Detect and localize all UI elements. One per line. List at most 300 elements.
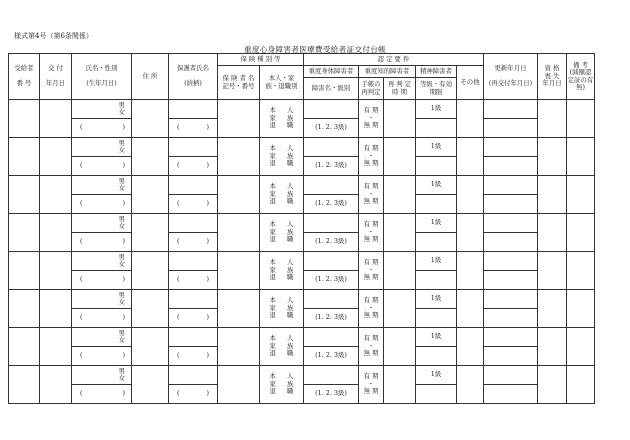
physical-name-cell[interactable]: [304, 252, 359, 271]
birthdate-cell[interactable]: [72, 271, 132, 290]
disqualify-date-cell[interactable]: [538, 366, 567, 404]
guardian-cell[interactable]: [169, 138, 218, 157]
address-cell[interactable]: [132, 138, 169, 176]
relation-char: 本: [269, 372, 276, 381]
dot-label: ・: [367, 189, 375, 198]
rejudge-time-cell[interactable]: [384, 138, 416, 176]
guardian-relation-cell[interactable]: [169, 385, 218, 404]
relation-char: 人: [287, 296, 294, 305]
no-term-label: 無 期: [363, 387, 379, 396]
female-label: 女: [118, 222, 125, 230]
passbook-term-cell[interactable]: [359, 138, 384, 176]
relation-char: 本: [269, 144, 276, 153]
female-label: 女: [118, 184, 125, 192]
record-row: [9, 366, 620, 385]
form-number: 様式第4号（第6条関係）: [14, 32, 93, 40]
insurer-cell[interactable]: [218, 214, 260, 252]
relation-char: 族: [287, 113, 294, 122]
birthdate-cell[interactable]: [72, 157, 132, 176]
no-term-label: 無 期: [363, 197, 379, 206]
relation-cell[interactable]: [260, 290, 304, 328]
insurer-cell[interactable]: [218, 138, 260, 176]
remarks-cell[interactable]: [567, 252, 595, 290]
mental-grade-cell[interactable]: 1級: [416, 366, 457, 385]
insurer-cell[interactable]: [218, 328, 260, 366]
relation-char: 人: [287, 220, 294, 229]
relation-char: 族: [287, 341, 294, 350]
relation-char: 家: [269, 265, 276, 274]
guardian-cell[interactable]: [169, 366, 218, 385]
name-cell[interactable]: [72, 176, 132, 195]
guardian-cell[interactable]: [169, 290, 218, 309]
passbook-term-cell[interactable]: [359, 100, 384, 138]
relation-char: 職: [287, 349, 294, 358]
relation-char: 族: [287, 151, 294, 160]
header-grade-validity: 等級・有効 期限: [416, 78, 457, 100]
renewal-cell[interactable]: [484, 176, 538, 195]
yes-term-label: 有 期: [363, 220, 379, 229]
yes-term-label: 有 期: [363, 334, 379, 343]
remarks-cell[interactable]: [567, 176, 595, 214]
paren-open: (: [177, 275, 180, 284]
paren-close: ): [206, 351, 209, 360]
dot-label: ・: [367, 227, 375, 236]
relation-char: 家: [269, 151, 276, 160]
female-label: 女: [118, 374, 125, 382]
physical-name-cell[interactable]: [304, 328, 359, 347]
mental-validity-cell[interactable]: [416, 271, 457, 290]
reissue-cell[interactable]: [484, 347, 538, 366]
relation-char: 職: [287, 197, 294, 206]
paren-open: (: [80, 199, 83, 208]
relation-char: 本: [269, 182, 276, 191]
no-term-label: 無 期: [363, 235, 379, 244]
relation-cell[interactable]: [260, 328, 304, 366]
dot-label: ・: [367, 303, 375, 312]
guardian-cell[interactable]: [169, 252, 218, 271]
remarks-cell[interactable]: [567, 366, 595, 404]
name-cell[interactable]: [72, 138, 132, 157]
guardian-cell[interactable]: [169, 176, 218, 195]
paren-close: ): [122, 237, 125, 246]
passbook-term-cell[interactable]: [359, 214, 384, 252]
relation-char: 家: [269, 379, 276, 388]
relation-cell[interactable]: [260, 366, 304, 404]
male-label: 男: [118, 138, 125, 147]
no-term-label: 無 期: [363, 121, 379, 130]
relation-char: 人: [287, 182, 294, 191]
disability-grade-cell[interactable]: (1. 2. 3級): [304, 233, 359, 252]
relation-char: 本: [269, 106, 276, 115]
disability-grade-cell[interactable]: (1. 2. 3級): [304, 119, 359, 138]
guardian-cell[interactable]: [169, 214, 218, 233]
remarks-cell[interactable]: [567, 328, 595, 366]
header-recipient-number: 受給者 番 号: [9, 54, 40, 100]
other-cell[interactable]: [457, 290, 484, 328]
dot-label: ・: [367, 151, 375, 160]
issue-date-cell[interactable]: [40, 290, 72, 328]
relation-char: 職: [287, 387, 294, 396]
guardian-relation-cell[interactable]: [169, 195, 218, 214]
physical-name-cell[interactable]: [304, 138, 359, 157]
address-cell[interactable]: [132, 100, 169, 138]
paren-close: ): [206, 123, 209, 132]
record-row-lower: [9, 385, 620, 404]
address-cell[interactable]: [132, 290, 169, 328]
passbook-term-cell[interactable]: [359, 176, 384, 214]
relation-char: 本: [269, 258, 276, 267]
header-remarks: 備 考 (減額認 定証の有 無): [567, 54, 595, 100]
paren-close: ): [206, 237, 209, 246]
mental-validity-cell[interactable]: [416, 157, 457, 176]
paren-open: (: [80, 161, 83, 170]
issue-date-cell[interactable]: [40, 214, 72, 252]
renewal-cell[interactable]: [484, 100, 538, 119]
birthdate-cell[interactable]: [72, 195, 132, 214]
relation-cell[interactable]: [260, 100, 304, 138]
disqualify-date-cell[interactable]: [538, 290, 567, 328]
paren-close: ): [122, 313, 125, 322]
disability-grade-cell[interactable]: (1. 2. 3級): [304, 195, 359, 214]
paren-close: ): [206, 161, 209, 170]
male-label: 男: [118, 100, 125, 109]
no-term-label: 無 期: [363, 273, 379, 282]
relation-char: 職: [287, 311, 294, 320]
disability-grade-cell[interactable]: (1. 2. 3級): [304, 309, 359, 328]
female-label: 女: [118, 298, 125, 306]
paren-close: ): [206, 313, 209, 322]
relation-char: 家: [269, 303, 276, 312]
recipient-number-cell[interactable]: [9, 366, 40, 404]
rejudge-time-cell[interactable]: [384, 290, 416, 328]
male-label: 男: [118, 290, 125, 299]
disqualify-date-cell[interactable]: [538, 214, 567, 252]
paren-close: ): [122, 351, 125, 360]
name-cell[interactable]: [72, 328, 132, 347]
header-cert-group: 認 定 要 件: [304, 54, 484, 66]
header-insurer: 保 険 者 名 記号・番号: [218, 66, 260, 100]
relation-char: 本: [269, 296, 276, 305]
name-cell[interactable]: [72, 290, 132, 309]
reissue-cell[interactable]: [484, 119, 538, 138]
paren-close: ): [206, 199, 209, 208]
paren-open: (: [177, 389, 180, 398]
remarks-cell[interactable]: [567, 100, 595, 138]
relation-char: 退: [269, 235, 276, 244]
passbook-term-cell[interactable]: [359, 366, 384, 404]
male-label: 男: [118, 366, 125, 375]
insurer-cell[interactable]: [218, 100, 260, 138]
relation-char: 退: [269, 273, 276, 282]
reissue-cell[interactable]: [484, 233, 538, 252]
address-cell[interactable]: [132, 176, 169, 214]
yes-term-label: 有 期: [363, 296, 379, 305]
recipient-number-cell[interactable]: [9, 176, 40, 214]
address-cell[interactable]: [132, 328, 169, 366]
header-insurance-group: 保 険 種 別 等: [218, 54, 304, 66]
disability-grade-cell[interactable]: (1. 2. 3級): [304, 347, 359, 366]
disqualify-date-cell[interactable]: [538, 138, 567, 176]
relation-char: 家: [269, 189, 276, 198]
relation-char: 退: [269, 349, 276, 358]
record-row-lower: [9, 309, 620, 328]
other-cell[interactable]: [457, 214, 484, 252]
mental-grade-cell[interactable]: 1級: [416, 290, 457, 309]
no-term-label: 無 期: [363, 349, 379, 358]
recipient-number-cell[interactable]: [9, 100, 40, 138]
relation-char: 人: [287, 334, 294, 343]
paren-close: ): [206, 275, 209, 284]
yes-term-label: 有 期: [363, 106, 379, 115]
mental-validity-cell[interactable]: [416, 119, 457, 138]
header-name-sex: 氏名・性別 (生年月日): [72, 54, 132, 100]
mental-validity-cell[interactable]: [416, 385, 457, 404]
paren-open: (: [80, 123, 83, 132]
guardian-relation-cell[interactable]: [169, 271, 218, 290]
header-issue-date: 交 付 年月日: [40, 54, 72, 100]
paren-open: (: [177, 161, 180, 170]
ledger-table: [8, 53, 620, 404]
mental-grade-cell[interactable]: 1級: [416, 214, 457, 233]
recipient-number-cell[interactable]: [9, 328, 40, 366]
rejudge-time-cell[interactable]: [384, 176, 416, 214]
disqualify-date-cell[interactable]: [538, 252, 567, 290]
recipient-number-cell[interactable]: [9, 214, 40, 252]
physical-name-cell[interactable]: [304, 100, 359, 119]
record-row-lower: [9, 119, 620, 138]
renewal-cell[interactable]: [484, 328, 538, 347]
mental-grade-cell[interactable]: 1級: [416, 328, 457, 347]
header-mental: 精神障害者: [416, 66, 457, 78]
yes-term-label: 有 期: [363, 144, 379, 153]
mental-validity-cell[interactable]: [416, 347, 457, 366]
relation-cell[interactable]: [260, 214, 304, 252]
relation-char: 職: [287, 273, 294, 282]
guardian-cell[interactable]: [169, 328, 218, 347]
physical-name-cell[interactable]: [304, 290, 359, 309]
mental-grade-cell[interactable]: 1級: [416, 100, 457, 119]
rejudge-time-cell[interactable]: [384, 252, 416, 290]
paren-close: ): [122, 123, 125, 132]
female-label: 女: [118, 336, 125, 344]
address-cell[interactable]: [132, 252, 169, 290]
paren-open: (: [80, 351, 83, 360]
birthdate-cell[interactable]: [72, 309, 132, 328]
disqualify-date-cell[interactable]: [538, 328, 567, 366]
paren-open: (: [80, 237, 83, 246]
paren-open: (: [177, 351, 180, 360]
header-guardian: 保護者氏名 (続柄): [169, 54, 218, 100]
recipient-number-cell[interactable]: [9, 138, 40, 176]
relation-cell[interactable]: [260, 176, 304, 214]
rejudge-time-cell[interactable]: [384, 328, 416, 366]
insurer-cell[interactable]: [218, 252, 260, 290]
relation-char: 族: [287, 379, 294, 388]
passbook-term-cell[interactable]: [359, 252, 384, 290]
issue-date-cell[interactable]: [40, 328, 72, 366]
relation-char: 職: [287, 159, 294, 168]
renewal-cell[interactable]: [484, 290, 538, 309]
relation-cell[interactable]: [260, 252, 304, 290]
male-label: 男: [118, 328, 125, 337]
recipient-number-cell[interactable]: [9, 290, 40, 328]
relation-char: 族: [287, 189, 294, 198]
yes-term-label: 有 期: [363, 182, 379, 191]
relation-char: 族: [287, 265, 294, 274]
disqualify-date-cell[interactable]: [538, 176, 567, 214]
other-cell[interactable]: [457, 176, 484, 214]
disability-grade-cell[interactable]: (1. 2. 3級): [304, 385, 359, 404]
other-cell[interactable]: [457, 328, 484, 366]
mental-grade-cell[interactable]: 1級: [416, 176, 457, 195]
physical-name-cell[interactable]: [304, 176, 359, 195]
no-term-label: 無 期: [363, 311, 379, 320]
name-cell[interactable]: [72, 214, 132, 233]
mental-grade-cell[interactable]: 1級: [416, 138, 457, 157]
disability-grade-cell[interactable]: (1. 2. 3級): [304, 157, 359, 176]
paren-open: (: [80, 275, 83, 284]
header-disqualify-date: 資 格 喪 失 年月日: [538, 54, 567, 100]
birthdate-cell[interactable]: [72, 385, 132, 404]
other-cell[interactable]: [457, 138, 484, 176]
record-row-lower: [9, 233, 620, 252]
reissue-cell[interactable]: [484, 157, 538, 176]
record-row: [9, 290, 620, 309]
recipient-number-cell[interactable]: [9, 252, 40, 290]
dot-label: ・: [367, 379, 375, 388]
name-cell[interactable]: [72, 100, 132, 119]
male-label: 男: [118, 214, 125, 223]
physical-name-cell[interactable]: [304, 214, 359, 233]
renewal-cell[interactable]: [484, 214, 538, 233]
passbook-term-cell[interactable]: [359, 328, 384, 366]
record-row: [9, 138, 620, 157]
name-cell[interactable]: [72, 252, 132, 271]
mental-validity-cell[interactable]: [416, 195, 457, 214]
yes-term-label: 有 期: [363, 258, 379, 267]
relation-char: 退: [269, 121, 276, 130]
yes-term-label: 有 期: [363, 372, 379, 381]
issue-date-cell[interactable]: [40, 366, 72, 404]
header-passbook-rejudge: 手帳の 再判定: [359, 78, 384, 100]
mental-validity-cell[interactable]: [416, 233, 457, 252]
birthdate-cell[interactable]: [72, 347, 132, 366]
issue-date-cell[interactable]: [40, 176, 72, 214]
relation-char: 人: [287, 258, 294, 267]
issue-date-cell[interactable]: [40, 138, 72, 176]
paren-open: (: [80, 389, 83, 398]
mental-grade-cell[interactable]: 1級: [416, 252, 457, 271]
other-cell[interactable]: [457, 252, 484, 290]
rejudge-time-cell[interactable]: [384, 100, 416, 138]
relation-char: 人: [287, 372, 294, 381]
rejudge-time-cell[interactable]: [384, 214, 416, 252]
other-cell[interactable]: [457, 100, 484, 138]
paren-open: (: [177, 199, 180, 208]
male-label: 男: [118, 176, 125, 185]
guardian-relation-cell[interactable]: [169, 347, 218, 366]
address-cell[interactable]: [132, 214, 169, 252]
header-other: その他: [457, 66, 484, 100]
renewal-cell[interactable]: [484, 138, 538, 157]
insurer-cell[interactable]: [218, 176, 260, 214]
insurer-cell[interactable]: [218, 366, 260, 404]
mental-validity-cell[interactable]: [416, 309, 457, 328]
birthdate-cell[interactable]: [72, 119, 132, 138]
reissue-cell[interactable]: [484, 385, 538, 404]
name-cell[interactable]: [72, 366, 132, 385]
reissue-cell[interactable]: [484, 271, 538, 290]
relation-char: 退: [269, 311, 276, 320]
record-row: [9, 176, 620, 195]
relation-char: 退: [269, 387, 276, 396]
guardian-relation-cell[interactable]: [169, 119, 218, 138]
reissue-cell[interactable]: [484, 309, 538, 328]
paren-close: ): [122, 161, 125, 170]
guardian-relation-cell[interactable]: [169, 233, 218, 252]
remarks-cell[interactable]: [567, 290, 595, 328]
relation-char: 族: [287, 227, 294, 236]
header-renewal: 更新年月日 (再交付年月日): [484, 54, 538, 100]
female-label: 女: [118, 108, 125, 116]
passbook-term-cell[interactable]: [359, 290, 384, 328]
relation-char: 人: [287, 106, 294, 115]
record-row: [9, 214, 620, 233]
record-row-lower: [9, 157, 620, 176]
record-row-lower: [9, 271, 620, 290]
remarks-cell[interactable]: [567, 138, 595, 176]
header-rejudge-time: 再 判 定 時 期: [384, 78, 416, 100]
header-physical: 重度身体障害者: [304, 66, 359, 78]
record-row-lower: [9, 195, 620, 214]
paren-close: ): [206, 389, 209, 398]
record-row: [9, 328, 620, 347]
guardian-relation-cell[interactable]: [169, 157, 218, 176]
record-row: [9, 252, 620, 271]
dot-label: ・: [367, 113, 375, 122]
guardian-relation-cell[interactable]: [169, 309, 218, 328]
rejudge-time-cell[interactable]: [384, 366, 416, 404]
reissue-cell[interactable]: [484, 195, 538, 214]
record-row-lower: [9, 347, 620, 366]
relation-cell[interactable]: [260, 138, 304, 176]
address-cell[interactable]: [132, 366, 169, 404]
paren-open: (: [80, 313, 83, 322]
dot-label: ・: [367, 341, 375, 350]
remarks-cell[interactable]: [567, 214, 595, 252]
insurer-cell[interactable]: [218, 290, 260, 328]
relation-char: 退: [269, 197, 276, 206]
physical-name-cell[interactable]: [304, 366, 359, 385]
disqualify-date-cell[interactable]: [538, 100, 567, 138]
relation-char: 家: [269, 341, 276, 350]
header-disability-grade: 障害名・級別: [304, 78, 359, 100]
disability-grade-cell[interactable]: (1. 2. 3級): [304, 271, 359, 290]
issue-date-cell[interactable]: [40, 252, 72, 290]
paren-open: (: [177, 237, 180, 246]
header-relation: 本人・家 族・退職別: [260, 66, 304, 100]
renewal-cell[interactable]: [484, 366, 538, 385]
other-cell[interactable]: [457, 366, 484, 404]
relation-char: 家: [269, 113, 276, 122]
renewal-cell[interactable]: [484, 252, 538, 271]
relation-char: 本: [269, 334, 276, 343]
guardian-cell[interactable]: [169, 100, 218, 119]
paren-close: ): [122, 275, 125, 284]
issue-date-cell[interactable]: [40, 100, 72, 138]
birthdate-cell[interactable]: [72, 233, 132, 252]
dot-label: ・: [367, 265, 375, 274]
